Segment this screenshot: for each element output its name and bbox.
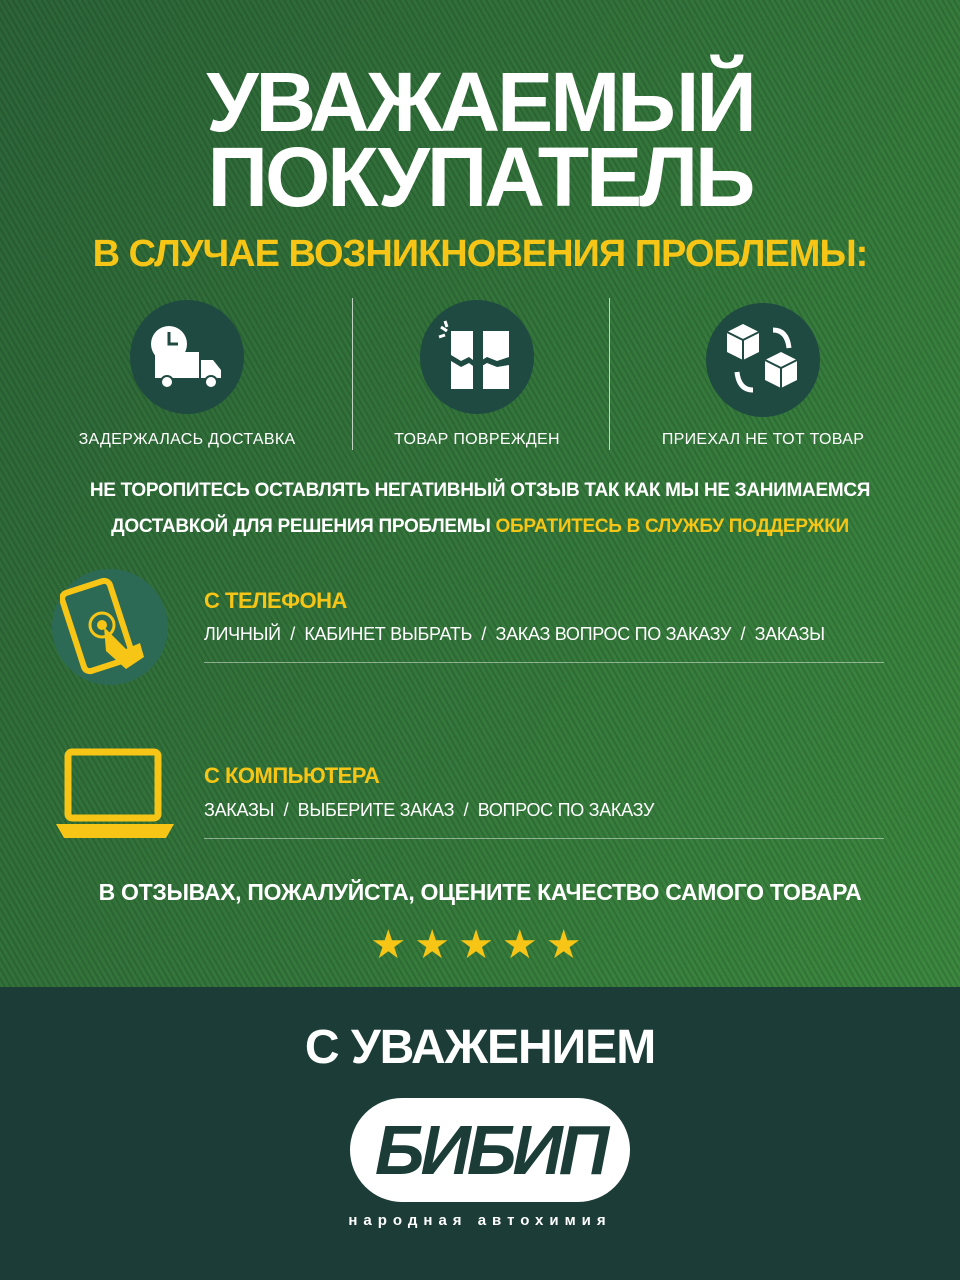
notice-text: ДОСТАВКОЙ ДЛЯ РЕШЕНИЯ ПРОБЛЕМЫ	[111, 516, 496, 537]
laptop-icon	[50, 748, 180, 848]
divider	[352, 298, 353, 450]
phone-steps: ЛИЧНЫЙ / КАБИНЕТ ВЫБРАТЬ / ЗАКАЗ ВОПРОС ПО ЗАКАЗУ / ЗАКАЗЫ	[204, 624, 825, 644]
regards-text: С УВАЖЕНИЕМ	[304, 1021, 656, 1074]
support-callout: ОБРАТИТЕСЬ В СЛУЖБУ ПОДДЕРЖКИ	[495, 516, 849, 537]
delivery-truck-clock-icon	[130, 300, 244, 414]
notice-line-2	[0, 509, 960, 545]
title-line-1: УВАЖАЕМЫЙ	[206, 55, 754, 149]
brand-logo	[350, 1098, 630, 1202]
divider	[204, 838, 884, 839]
computer-heading: С КОМПЬЮТЕРА	[204, 763, 380, 788]
brand-tagline: народная автохимия	[348, 1212, 612, 1229]
damaged-box-icon	[420, 300, 534, 414]
box-exchange-icon	[706, 303, 820, 417]
phone-heading: С ТЕЛЕФОНА	[204, 588, 347, 613]
subtitle: В СЛУЧАЕ ВОЗНИКНОВЕНИЯ ПРОБЛЕМЫ:	[92, 233, 868, 275]
problem-label-wrong-item: ПРИЕХАЛ НЕ ТОТ ТОВАР	[661, 431, 865, 448]
review-request: В ОТЗЫВАХ, ПОЖАЛУЙСТА, ОЦЕНИТЕ КАЧЕСТВО САМОГО ТОВАРА	[98, 879, 862, 905]
notice-line-1: НЕ ТОРОПИТЕСЬ ОСТАВЛЯТЬ НЕГАТИВНЫЙ ОТЗЫВ ТАК КАК МЫ НЕ ЗАНИМАЕМСЯ	[89, 480, 871, 501]
rating-stars: ★★★★★	[370, 923, 590, 967]
divider	[609, 298, 610, 450]
computer-steps: ЗАКАЗЫ / ВЫБЕРИТЕ ЗАКАЗ / ВОПРОС ПО ЗАКАЗУ	[204, 800, 655, 820]
divider	[204, 662, 884, 663]
problem-label-delay: ЗАДЕРЖАЛАСЬ ДОСТАВКА	[78, 431, 296, 448]
phone-touch-icon	[52, 569, 168, 685]
problem-label-damaged: ТОВАР ПОВРЕЖДЕН	[394, 431, 560, 448]
title-line-2: ПОКУПАТЕЛЬ	[207, 130, 753, 224]
logo-wordmark: БИБИП	[374, 1111, 606, 1189]
